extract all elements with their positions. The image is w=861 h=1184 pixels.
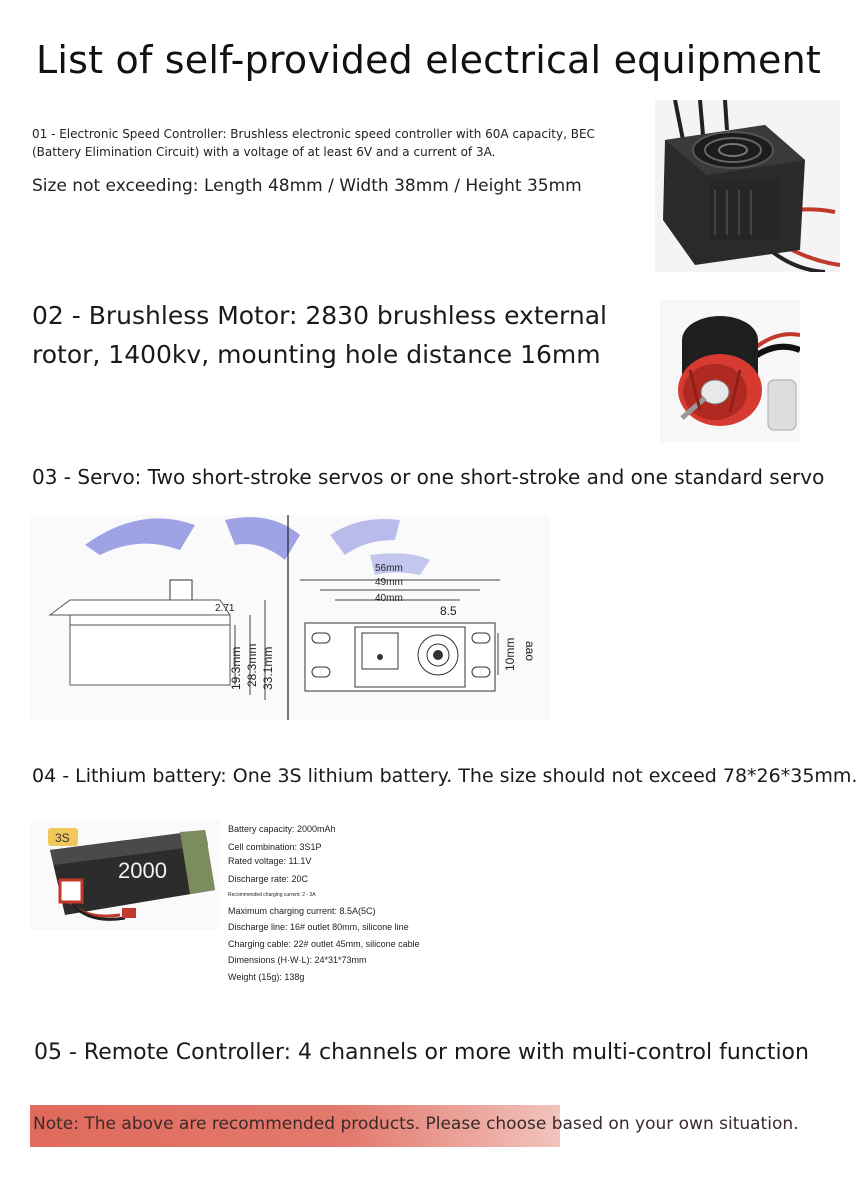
battery-spec-line: Maximum charging current: 8.5A(5C): [228, 906, 376, 916]
servo-side-label: 33.1mm: [261, 646, 275, 690]
servo-side-label: 19.3mm: [229, 646, 243, 690]
esc-size-limit: Size not exceeding: Length 48mm / Width 38mm / Height 35mm: [32, 176, 582, 196]
servo-top-label: 40mm: [375, 593, 403, 604]
esc-description: 01 - Electronic Speed Controller: Brushless electronic speed controller with 60A capacity, BEC (Battery Elimination Circuit) with a voltage of at least 6V and a current of 3A.: [32, 127, 595, 159]
servo-top-label: 10mm: [503, 637, 517, 671]
battery-heading: 04 - Lithium battery: One 3S lithium battery. The size should not exceed 78*26*35mm.: [32, 765, 858, 787]
battery-spec-line: Cell combination: 3S1P: [228, 842, 322, 852]
servo-top-label: 49mm: [375, 577, 403, 588]
motor-description: 02 - Brushless Motor: 2830 brushless external rotor, 1400kv, mounting hole distance 16mm: [32, 301, 607, 369]
battery-capacity-print: 2000: [118, 858, 167, 883]
servo-top-label: 56mm: [375, 563, 403, 574]
servo-top-label: 8.5: [440, 604, 457, 618]
servo-top-label: aao: [523, 641, 537, 662]
battery-spec-line: Weight (15g): 138g: [228, 972, 305, 982]
battery-badge: 3S: [55, 831, 70, 845]
remote-heading: 05 - Remote Controller: 4 channels or more with multi-control function: [34, 1040, 809, 1065]
battery-spec-line: Discharge rate: 20C: [228, 874, 309, 884]
servo-side-label: 2.71: [215, 603, 235, 614]
note-text: Note: The above are recommended products. Please choose based on your own situation.: [33, 1114, 799, 1134]
battery-spec-line: Battery capacity: 2000mAh: [228, 824, 336, 834]
battery-spec-line: Discharge line: 16# outlet 80mm, silicone line: [228, 922, 409, 932]
battery-spec-line: Rated voltage: 11.1V: [228, 856, 312, 866]
servo-dimension-drawing: [30, 515, 550, 720]
battery-spec-line: Charging cable: 22# outlet 45mm, silicone cable: [228, 939, 420, 949]
servo-heading: 03 - Servo: Two short-stroke servos or one short-stroke and one standard servo: [32, 465, 825, 489]
esc-image: [655, 100, 840, 272]
battery-spec-line: Recommended charging current: 2 - 3A: [228, 892, 316, 898]
motor-image: [660, 300, 800, 442]
battery-image: [30, 820, 220, 930]
page-title: List of self-provided electrical equipment: [36, 38, 822, 82]
servo-side-label: 28.3mm: [245, 643, 259, 687]
battery-spec-line: Dimensions (H·W·L): 24*31*73mm: [228, 955, 367, 965]
